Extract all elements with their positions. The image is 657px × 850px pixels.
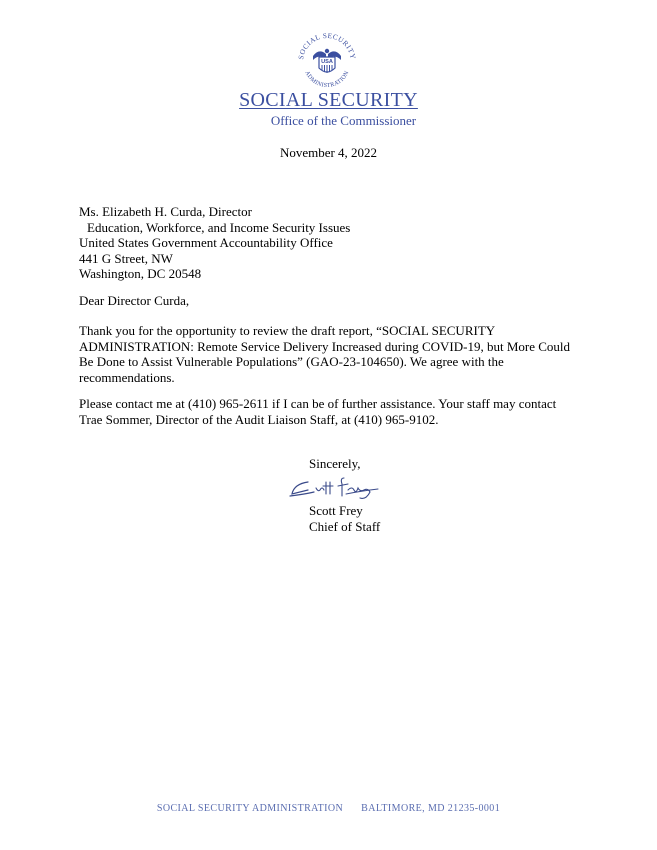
svg-text:SOCIAL SECURITY: SOCIAL SECURITY — [297, 31, 357, 61]
signer-name: Scott Frey — [309, 503, 363, 518]
paragraph-2-line-1: Please contact me at (410) 965-2611 if I can be of further assistance. Your staff may contact — [79, 396, 557, 411]
recipient-address — [79, 204, 350, 282]
body-paragraph-2 — [79, 396, 556, 427]
paragraph-2-line-2: Trae Sommer, Director of the Audit Liaison Staff, at (410) 965-9102. — [79, 411, 439, 427]
recipient-line-3: United States Government Accountability Office — [79, 235, 333, 250]
handwritten-signature-icon — [286, 474, 382, 504]
recipient-line-4: 441 G Street, NW — [79, 250, 173, 266]
org-name — [0, 88, 657, 112]
recipient-line-2: Education, Workforce, and Income Security Issues — [87, 219, 351, 235]
footer-location: BALTIMORE, MD 21235-0001 — [361, 803, 501, 814]
ssa-seal-icon — [295, 30, 359, 94]
footer-org: SOCIAL SECURITY ADMINISTRATION — [156, 803, 344, 814]
body-paragraph-1 — [79, 323, 570, 385]
paragraph-1-line-4: recommendations. — [79, 369, 175, 385]
closing: Sincerely, — [309, 456, 361, 471]
svg-text:USA: USA — [321, 59, 333, 66]
letter-date: November 4, 2022 — [279, 145, 378, 160]
footer — [0, 803, 657, 814]
office-name: Office of the Commissioner — [270, 113, 417, 128]
paragraph-1-line-2: ADMINISTRATION: Remote Service Delivery Increased during COVID-19, but More Could — [79, 338, 571, 354]
org-name-text: SOCIAL SECURITY — [239, 89, 418, 111]
svg-text:ADMINISTRATION: ADMINISTRATION — [303, 70, 351, 90]
paragraph-1-line-1: Thank you for the opportunity to review the draft report, “SOCIAL SECURITY — [79, 323, 496, 338]
signer-title: Chief of Staff — [309, 518, 381, 534]
signer-block — [309, 503, 380, 534]
paragraph-1-line-3: Be Done to Assist Vulnerable Populations” (GAO-23-104650). We agree with the — [79, 354, 504, 369]
recipient-line-1: Ms. Elizabeth H. Curda, Director — [79, 204, 252, 219]
recipient-line-5: Washington, DC 20548 — [79, 266, 202, 281]
salutation: Dear Director Curda, — [79, 293, 190, 308]
